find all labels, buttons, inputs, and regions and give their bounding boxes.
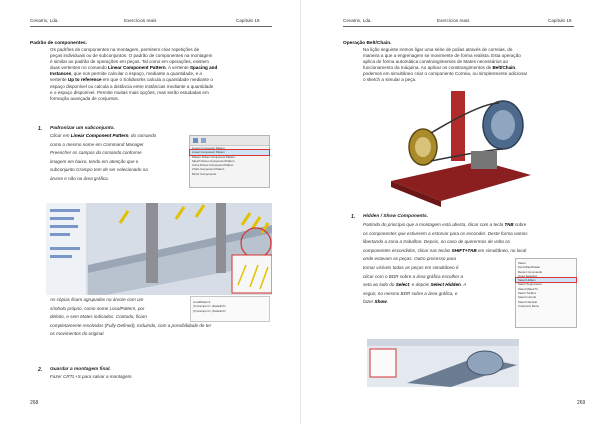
bold-term: Spacing and xyxy=(189,65,218,71)
text-line: funcionamento da máquina. Ao aplicar os constrangimentos de Belt/Chain, xyxy=(363,65,517,71)
feature-tree-item[interactable]: LocalPattern1 xyxy=(193,300,211,304)
header-rule xyxy=(343,26,574,27)
text-line: podemos em simultâneo criar o componente Correia, ou simplesmente adicionar xyxy=(363,71,528,77)
pattern-icon xyxy=(201,138,206,143)
pulley-hub xyxy=(491,110,515,140)
text-line: defeito, e sem Mates indicados. Contudo, ficam xyxy=(50,314,147,320)
pattern-menu-item[interactable]: Curve Driven Component Pattern xyxy=(192,163,234,168)
text-line: Clicar em Linear Component Pattern, do comando xyxy=(50,133,157,138)
viewport-toolbar xyxy=(367,339,519,346)
step-title: Padronizar um subconjunto. xyxy=(50,126,115,131)
page-number: 269 xyxy=(577,400,586,406)
column-right xyxy=(216,203,226,273)
context-menu-item[interactable]: Select Suppressed xyxy=(518,282,542,287)
text-line: As cópias ficam agrupadas na árvore com um xyxy=(50,297,144,302)
text-line: como o mesmo nome em Command Manager. xyxy=(50,141,145,147)
bold-term: Up to reference xyxy=(67,77,102,83)
intro-paragraph xyxy=(50,47,280,102)
header-section: Exercícios reais xyxy=(124,18,157,23)
text-line: completamente resolvidos (Fully Defined), incluindo, com a possibilidade de ter xyxy=(50,322,212,328)
text-line: maneira a que a engrenagem se movimente de forma realista. Esta operação xyxy=(363,53,521,59)
gear-hub xyxy=(415,137,431,157)
feature-tree-screenshot xyxy=(190,296,270,322)
bold-term: Show xyxy=(374,299,387,305)
header-author: Cenatrix, Lda. xyxy=(343,18,372,23)
text-line: Partindo do princípio que a montagem está aberta, clicar com a tecla TAB sobre xyxy=(363,222,527,227)
step-text xyxy=(50,132,190,184)
pattern-menu-list xyxy=(190,146,269,176)
pulley-shape xyxy=(467,351,503,375)
pattern-menu-item[interactable]: Linear Component Pattern xyxy=(192,146,225,150)
text-line: seguir, no mesmo BDR sobre a área gráfica, e xyxy=(363,290,458,296)
context-menu-list xyxy=(516,259,576,308)
text-line: os componentes que estiverem a estorvar para os esconder. Deste forma vamos xyxy=(363,230,528,236)
select-hidden-menu-highlight xyxy=(370,349,396,377)
text-line: clicar com o BDR sobre a área gráfica escolher a xyxy=(363,273,464,279)
text-line: Preencher os campos do comando conforme xyxy=(50,150,142,156)
frame-column xyxy=(451,91,465,161)
intro-paragraph xyxy=(363,47,585,84)
text-line: o sketch a simular a peça. xyxy=(363,77,417,83)
context-menu-item[interactable]: Select Mated To xyxy=(518,286,539,291)
pattern-menu-item[interactable]: Chain Component Pattern xyxy=(192,167,225,172)
text-line: é similar ao padrão de operações em peças. Tal como em operações, existem xyxy=(50,59,209,65)
section-title: Operação Belt/Chain. xyxy=(343,41,392,46)
pattern-menu-item[interactable]: Pattern Driven Component Pattern xyxy=(192,154,235,159)
pattern-menu-screenshot xyxy=(189,135,270,188)
text-line: símbolo próprio, como nome LocalPattern, por xyxy=(50,305,145,311)
text-line: espaço disponível ou calcula a distância entre instâncias mediante a quantidade xyxy=(50,83,214,89)
context-menu-item[interactable]: Select Hidden xyxy=(516,278,576,282)
page-number: 268 xyxy=(30,400,39,406)
bold-term: TAB xyxy=(504,222,514,227)
context-menu-screenshot xyxy=(515,258,577,328)
text-line: aplica de forma automática constrangimentos de Mates necessários ao xyxy=(363,59,509,65)
menu-toolbar xyxy=(190,136,269,146)
bold-term: Linear Component Pattern xyxy=(70,133,129,138)
bold-term: Linear Component Pattern xyxy=(107,65,166,71)
header-section: Exercícios reais xyxy=(437,18,470,23)
text-line: imagem em baixo, tendo em atenção que o xyxy=(50,158,139,164)
text-line: Instances, que nos permite calcular o espaço, mediante a quantidade, e a xyxy=(50,71,202,77)
step-number: 1. xyxy=(351,214,356,220)
step-title: Hidden / Show Components. xyxy=(363,214,429,219)
text-line: árvore e não na área gráfica. xyxy=(50,175,109,181)
motor-housing xyxy=(471,151,497,169)
text-line: componentes escondidos, clicar nas teclas SHIFT+TAB em simultâneo, no local xyxy=(363,247,527,253)
context-menu-item[interactable]: Invert Selection xyxy=(518,273,538,278)
text-line: subconjunto Grampo tem de ser selecionado na xyxy=(50,167,148,173)
text-line: tornar visíveis todas as peças em simultâneo é xyxy=(363,264,459,270)
hidden-components-screenshot xyxy=(367,339,519,387)
feature-tree-item[interactable]: (f) Grampo<2> (Default<D xyxy=(193,308,226,313)
text-line: Na lição seguinte iremos ligar uma série de polias através de correias, de xyxy=(363,47,513,52)
assembly-pattern-screenshot xyxy=(46,203,272,295)
column-left xyxy=(146,203,158,283)
context-menu-item[interactable]: Select Internal xyxy=(518,295,536,300)
pattern-menu-item[interactable]: Mirror Components xyxy=(192,171,216,176)
text-line: onde estavam as peças. Outro processo para xyxy=(363,256,456,262)
pattern-icon xyxy=(193,138,198,143)
pattern-menu-item[interactable]: Sketch Driven Component Pattern xyxy=(192,158,235,163)
step-number: 1. xyxy=(38,126,43,132)
text-line: fazer Show. xyxy=(363,299,389,305)
header-chapter: Capítulo 18 xyxy=(548,18,572,23)
text-line: duas vertentes no comando Linear Component Pattern. A vertente Spacing and xyxy=(50,65,218,71)
context-menu-item[interactable]: Customize Menu xyxy=(518,303,539,308)
context-menu-item[interactable]: Select Identical xyxy=(518,299,537,304)
step-text: Fazer CRTL+S para salvar a montagem. xyxy=(50,374,133,379)
context-menu-item[interactable]: Recent Commands xyxy=(518,269,542,274)
context-menu-item[interactable]: Zoom/Pan/Rotate xyxy=(518,265,540,270)
bold-term: Belt/Chain xyxy=(492,65,516,71)
step-title: Guardar a montagem final. xyxy=(50,367,111,372)
machine-render xyxy=(381,91,541,209)
feature-tree-list xyxy=(191,297,269,313)
text-line: Os padrões de componentes na montagem, permitem criar repetições de xyxy=(50,47,200,52)
text-line: peças individuais ou de subconjuntos. O padrão de componentes na montagem xyxy=(50,53,213,59)
header-chapter: Capítulo 18 xyxy=(236,18,260,23)
text-line: os movimentos do original. xyxy=(50,331,105,337)
header-rule xyxy=(30,26,272,27)
bold-term: Instances xyxy=(50,71,72,77)
step-number: 2. xyxy=(38,367,43,373)
right-page xyxy=(300,0,600,424)
text-line: seta ao lado do Select, e depois Select Hidden. A xyxy=(363,282,467,288)
text-line: libertando a zona a trabalhar. Depois, no caso de querermos de volta os xyxy=(363,239,510,245)
text-line: formação avançada de conjuntos. xyxy=(50,95,119,101)
context-menu-item[interactable]: Select xyxy=(518,261,526,265)
section-title: Padrão de componentes. xyxy=(30,41,88,46)
feature-tree-item[interactable]: (f) Grampo<1> (Default<D xyxy=(193,304,226,309)
text-line: e o espaço disponível. Permite muitas mais opções, mas serão estudadas em xyxy=(50,89,209,95)
bold-term: Select Hidden xyxy=(430,282,461,288)
bold-term: SHIFT+TAB xyxy=(451,247,477,253)
bold-term: Select xyxy=(395,282,410,288)
header-author: Cenatrix, Lda. xyxy=(30,18,59,23)
text-line: vertente Up to reference em que o Solidworks calcula a quantidade mediante o xyxy=(50,77,213,83)
pattern-menu-item[interactable]: Linear Component Pattern xyxy=(190,150,269,154)
context-menu-item[interactable]: Select Toolbox xyxy=(518,291,537,296)
